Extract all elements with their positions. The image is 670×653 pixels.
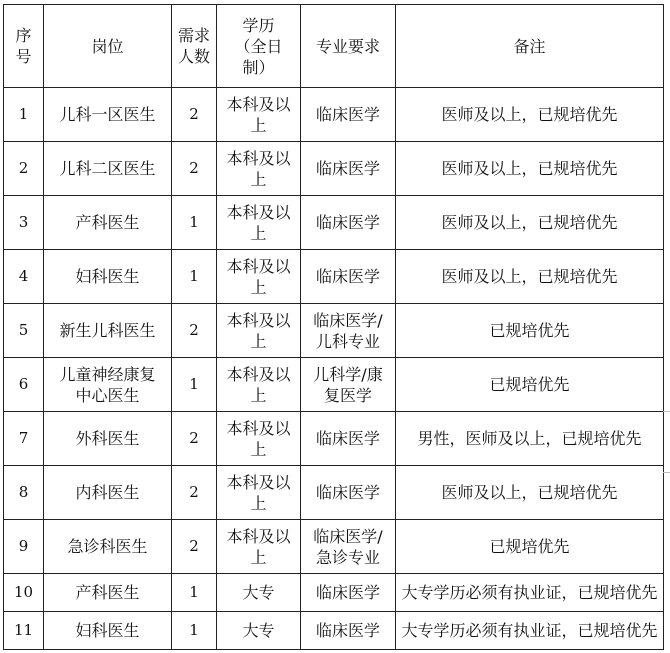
cell-count: 2: [172, 520, 217, 574]
cell-no: 8: [4, 466, 44, 520]
cell-major: 临床医学: [301, 88, 396, 142]
cell-education: 本科及以上: [217, 358, 301, 412]
cell-no: 6: [4, 358, 44, 412]
cell-post: 产科医生: [44, 196, 172, 250]
cell-post: 儿科一区医生: [44, 88, 172, 142]
cell-education: 本科及以上: [217, 196, 301, 250]
cell-count: 1: [172, 250, 217, 304]
cell-major: 临床医学: [301, 142, 396, 196]
cell-education: 本科及以上: [217, 466, 301, 520]
cell-no: 9: [4, 520, 44, 574]
table-row: [4, 304, 664, 358]
cell-count: 1: [172, 196, 217, 250]
cell-no: 4: [4, 250, 44, 304]
cell-note: 医师及以上，已规培优先: [396, 250, 664, 304]
cell-education: 本科及以上: [217, 250, 301, 304]
cell-major: 临床医学: [301, 250, 396, 304]
cell-major: 临床医学: [301, 196, 396, 250]
table-row: [4, 412, 664, 466]
cell-post: 内科医生: [44, 466, 172, 520]
cell-education: 本科及以上: [217, 412, 301, 466]
cell-major: 临床医学/急诊专业: [301, 520, 396, 574]
cell-note: 男性，医师及以上，已规培优先: [396, 412, 664, 466]
cell-education: 大专: [217, 574, 301, 612]
cell-post: 产科医生: [44, 574, 172, 612]
cell-note: 已规培优先: [396, 520, 664, 574]
table-row: [4, 142, 664, 196]
cell-education: 本科及以上: [217, 304, 301, 358]
cell-major: 儿科学/康复医学: [301, 358, 396, 412]
header-no: 序号: [4, 5, 44, 88]
cell-major: 临床医学: [301, 574, 396, 612]
table-header-row: [4, 5, 664, 88]
cell-count: 2: [172, 88, 217, 142]
cell-no: 3: [4, 196, 44, 250]
cell-post: 儿科二区医生: [44, 142, 172, 196]
table-row: [4, 520, 664, 574]
cell-count: 2: [172, 466, 217, 520]
cell-post: 儿童神经康复中心医生: [44, 358, 172, 412]
cell-note: 医师及以上，已规培优先: [396, 88, 664, 142]
cell-education: 本科及以上: [217, 142, 301, 196]
cell-note: 医师及以上，已规培优先: [396, 466, 664, 520]
cell-no: 2: [4, 142, 44, 196]
cell-count: 1: [172, 358, 217, 412]
cell-note: 医师及以上，已规培优先: [396, 142, 664, 196]
cell-major: 临床医学: [301, 466, 396, 520]
cell-major: 临床医学: [301, 412, 396, 466]
recruitment-table: [3, 4, 664, 650]
cell-post: 妇科医生: [44, 612, 172, 650]
cell-education: 本科及以上: [217, 520, 301, 574]
cell-count: 2: [172, 142, 217, 196]
cell-no: 11: [4, 612, 44, 650]
cell-note: 大专学历必须有执业证，已规培优先: [396, 612, 664, 650]
cell-major: 临床医学/儿科专业: [301, 304, 396, 358]
cell-post: 外科医生: [44, 412, 172, 466]
table-row: [4, 358, 664, 412]
cell-post: 急诊科医生: [44, 520, 172, 574]
cell-note: 大专学历必须有执业证，已规培优先: [396, 574, 664, 612]
table-row: [4, 250, 664, 304]
cell-count: 1: [172, 612, 217, 650]
table-row: [4, 574, 664, 612]
cell-no: 1: [4, 88, 44, 142]
cell-note: 已规培优先: [396, 304, 664, 358]
cell-education: 大专: [217, 612, 301, 650]
header-post: 岗位: [44, 5, 172, 88]
edge-fragment: [663, 411, 670, 473]
cell-post: 新生儿科医生: [44, 304, 172, 358]
cell-note: 医师及以上，已规培优先: [396, 196, 664, 250]
cell-post: 妇科医生: [44, 250, 172, 304]
cell-major: 临床医学: [301, 612, 396, 650]
table-row: [4, 88, 664, 142]
header-note: 备注: [396, 5, 664, 88]
cell-no: 10: [4, 574, 44, 612]
cell-count: 2: [172, 304, 217, 358]
cell-no: 7: [4, 412, 44, 466]
table-row: [4, 466, 664, 520]
cell-note: 已规培优先: [396, 358, 664, 412]
cell-no: 5: [4, 304, 44, 358]
table-row: [4, 196, 664, 250]
header-education: 学历（全日制）: [217, 5, 301, 88]
cell-count: 2: [172, 412, 217, 466]
header-major: 专业要求: [301, 5, 396, 88]
cell-count: 1: [172, 574, 217, 612]
cell-education: 本科及以上: [217, 88, 301, 142]
header-count: 需求人数: [172, 5, 217, 88]
table-row: [4, 612, 664, 650]
